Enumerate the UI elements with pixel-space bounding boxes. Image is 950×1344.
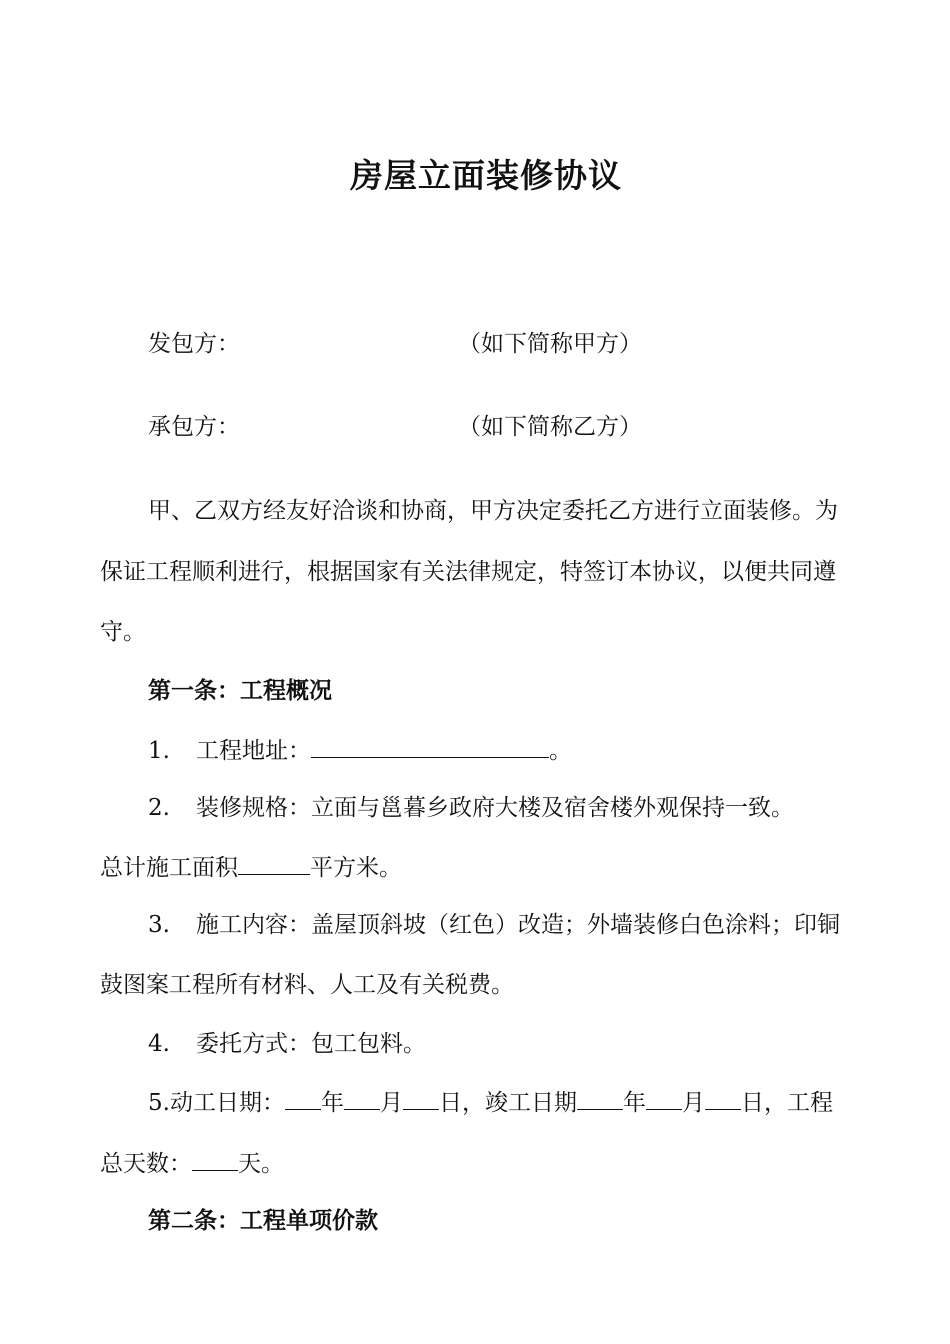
- item-2-text: 装修规格：立面与邕暮乡政府大楼及宿舍楼外观保持一致。: [196, 795, 794, 821]
- year-label: 年: [320, 1090, 344, 1116]
- year2-label: 年: [622, 1090, 646, 1116]
- day-end-label: 日，竣工日期: [438, 1090, 577, 1116]
- item-2-spec: [148, 793, 918, 823]
- day2-label: 日，工程: [740, 1090, 833, 1116]
- article-2-heading: 第二条：工程单项价款: [148, 1208, 378, 1234]
- area-blank: [238, 852, 310, 875]
- end-month-blank: [646, 1087, 682, 1110]
- party-a-note: （如下简称甲方）: [458, 331, 642, 357]
- item-1-address: [148, 735, 918, 766]
- total-days-blank: [192, 1148, 238, 1171]
- end-year-blank: [577, 1087, 623, 1110]
- article-1-heading: 第一条：工程概况: [148, 678, 332, 704]
- month-label: 月: [379, 1090, 403, 1116]
- total-days-row: [100, 1148, 870, 1179]
- document-title: 房屋立面装修协议: [350, 156, 622, 195]
- party-b-row: [148, 412, 918, 442]
- start-year-blank: [285, 1087, 321, 1110]
- total-days-label: 总天数：: [100, 1151, 192, 1177]
- area-row: [100, 852, 870, 883]
- start-date-label: 5.动工日期：: [148, 1090, 285, 1116]
- item-1-text: 工程地址：: [196, 738, 311, 764]
- start-month-blank: [344, 1087, 380, 1110]
- area-unit: 平方米。: [310, 855, 402, 881]
- item-2-number: 2.: [148, 795, 170, 821]
- party-a-row: [148, 329, 918, 359]
- address-blank: [311, 735, 549, 758]
- item-4-number: 4.: [148, 1031, 170, 1057]
- item-4-method: [148, 1029, 918, 1059]
- party-a-label: 发包方：: [148, 331, 240, 357]
- item-3-line-1: [148, 910, 918, 940]
- area-label: 总计施工面积: [100, 855, 238, 881]
- intro-line-2: 保证工程顺利进行，根据国家有关法律规定，特签订本协议，以便共同遵: [100, 559, 836, 585]
- item-3-number: 3.: [148, 912, 170, 938]
- total-days-unit: 天。: [238, 1151, 284, 1177]
- intro-line-3: 守。: [100, 619, 146, 645]
- party-b-label: 承包方：: [148, 414, 240, 440]
- item-5-dates: [148, 1087, 918, 1118]
- item-4-text: 委托方式：包工包料。: [196, 1031, 426, 1057]
- month2-label: 月: [681, 1090, 705, 1116]
- item-3-text: 施工内容：盖屋顶斜坡（红色）改造；外墙装修白色涂料；印铜: [196, 912, 840, 938]
- party-b-note: （如下简称乙方）: [458, 414, 642, 440]
- end-day-blank: [705, 1087, 741, 1110]
- item-1-number: 1.: [148, 738, 170, 764]
- start-day-blank: [403, 1087, 439, 1110]
- intro-line-1: 甲、乙双方经友好洽谈和协商，甲方决定委托乙方进行立面装修。为: [148, 498, 838, 524]
- item-3-line-2: 鼓图案工程所有材料、人工及有关税费。: [100, 972, 514, 998]
- item-1-end: 。: [549, 738, 572, 764]
